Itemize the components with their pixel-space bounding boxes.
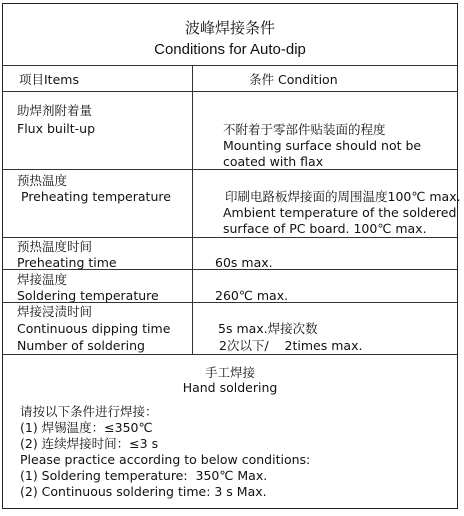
row-solder-temp-item-zh: 焊接温度 xyxy=(17,272,68,287)
row-dip-item-en-2: Number of soldering xyxy=(17,338,145,353)
hand-line-5: (1) Soldering temperature: 350℃ Max. xyxy=(20,468,268,483)
row-dip-cond-1: 5s max.焊接次数 xyxy=(218,321,318,336)
row-flux-cond-1: 不附着于零部件贴装面的程度 xyxy=(223,122,386,137)
row-preheat-time-item-zh: 预热温度时间 xyxy=(17,239,93,254)
hand-line-4: Please practice according to below conditions: xyxy=(20,452,311,467)
row-preheat-cond-3: surface of PC board. 100℃ max. xyxy=(223,221,427,236)
row-preheat-item-zh: 预热温度 xyxy=(17,173,68,188)
row-preheat-item-en: Preheating temperature xyxy=(21,189,171,204)
hand-soldering-title-zh: 手工焊接 xyxy=(204,365,255,380)
hand-line-2: (1) 焊锡温度：≤350℃ xyxy=(20,420,153,435)
hand-line-6: (2) Continuous soldering time: 3 s Max. xyxy=(20,484,267,499)
row-flux-item-en: Flux built-up xyxy=(17,121,96,136)
row-dip-item-zh: 焊接浸渍时间 xyxy=(17,304,93,319)
title-english: Conditions for Auto-dip xyxy=(154,41,306,58)
title-chinese: 波峰焊接条件 xyxy=(184,19,275,37)
header-condition: 条件 Condition xyxy=(249,72,338,87)
row-solder-temp-item-en: Soldering temperature xyxy=(17,288,159,303)
header-items: 项目Items xyxy=(19,72,79,87)
row-flux-cond-3: coated with flax xyxy=(223,154,324,169)
row-solder-temp-cond: 260℃ max. xyxy=(215,288,289,303)
divider-title xyxy=(3,65,457,66)
row-flux-item-zh: 助焊剂附着量 xyxy=(17,103,93,118)
hand-line-1: 请按以下条件进行焊接： xyxy=(20,404,158,419)
row-preheat-cond-2: Ambient temperature of the soldered xyxy=(223,205,457,220)
hand-line-3: (2) 连续焊接时间：≤3 s xyxy=(20,436,159,451)
divider-row-5 xyxy=(3,354,457,355)
divider-header xyxy=(3,91,457,92)
row-dip-item-en-1: Continuous dipping time xyxy=(17,321,171,336)
row-dip-cond-2: 2次以下/ 2times max. xyxy=(219,338,363,353)
conditions-table xyxy=(2,3,461,509)
row-preheat-cond-1: 印刷电路板焊接面的周围温度100℃ max. xyxy=(225,189,461,204)
hand-soldering-title-en: Hand soldering xyxy=(182,380,278,395)
row-preheat-time-cond: 60s max. xyxy=(215,255,273,270)
column-divider xyxy=(192,65,193,354)
row-flux-cond-2: Mounting surface should not be xyxy=(223,138,422,153)
row-preheat-time-item-en: Preheating time xyxy=(17,255,117,270)
